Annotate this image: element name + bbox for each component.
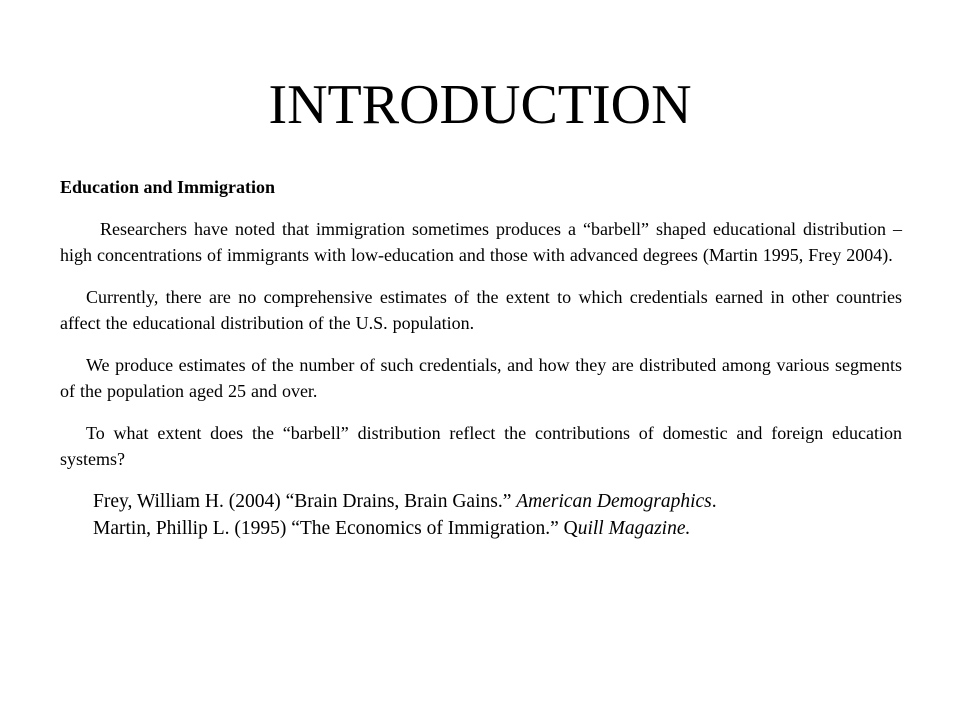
slide-body (60, 174, 902, 542)
paragraph-barbell: Researchers have noted that immigration sometimes produces a “barbell” shaped educational distribution – high concentrations of immigrants with low-education and those with advanced degrees (Martin 1995, Frey 2004). (60, 219, 902, 265)
section-heading: Education and Immigration (60, 177, 276, 197)
reference-item (93, 515, 902, 542)
paragraph-research-question: To what extent does the “barbell” distribution reflect the contributions of domestic and foreign education systems? (60, 423, 902, 469)
paragraph-estimates-gap: Currently, there are no comprehensive estimates of the extent to which credentials earned in other countries affect the educational distribution of the U.S. population. (60, 287, 902, 333)
reference-journal: uill Magazine. (577, 518, 691, 539)
reference-text: Frey, William H. (2004) “Brain Drains, Brain Gains.” (93, 491, 517, 512)
slide-title: INTRODUCTION (268, 74, 692, 136)
reference-item (93, 488, 902, 515)
reference-journal: American Demographics (516, 491, 712, 512)
paragraph-our-estimates: We produce estimates of the number of such credentials, and how they are distributed among various segments of the population aged 25 and over. (60, 355, 902, 401)
reference-trail: . (711, 491, 717, 512)
reference-text: Martin, Phillip L. (1995) “The Economics of Immigration.” Q (93, 518, 578, 539)
references (60, 488, 902, 542)
